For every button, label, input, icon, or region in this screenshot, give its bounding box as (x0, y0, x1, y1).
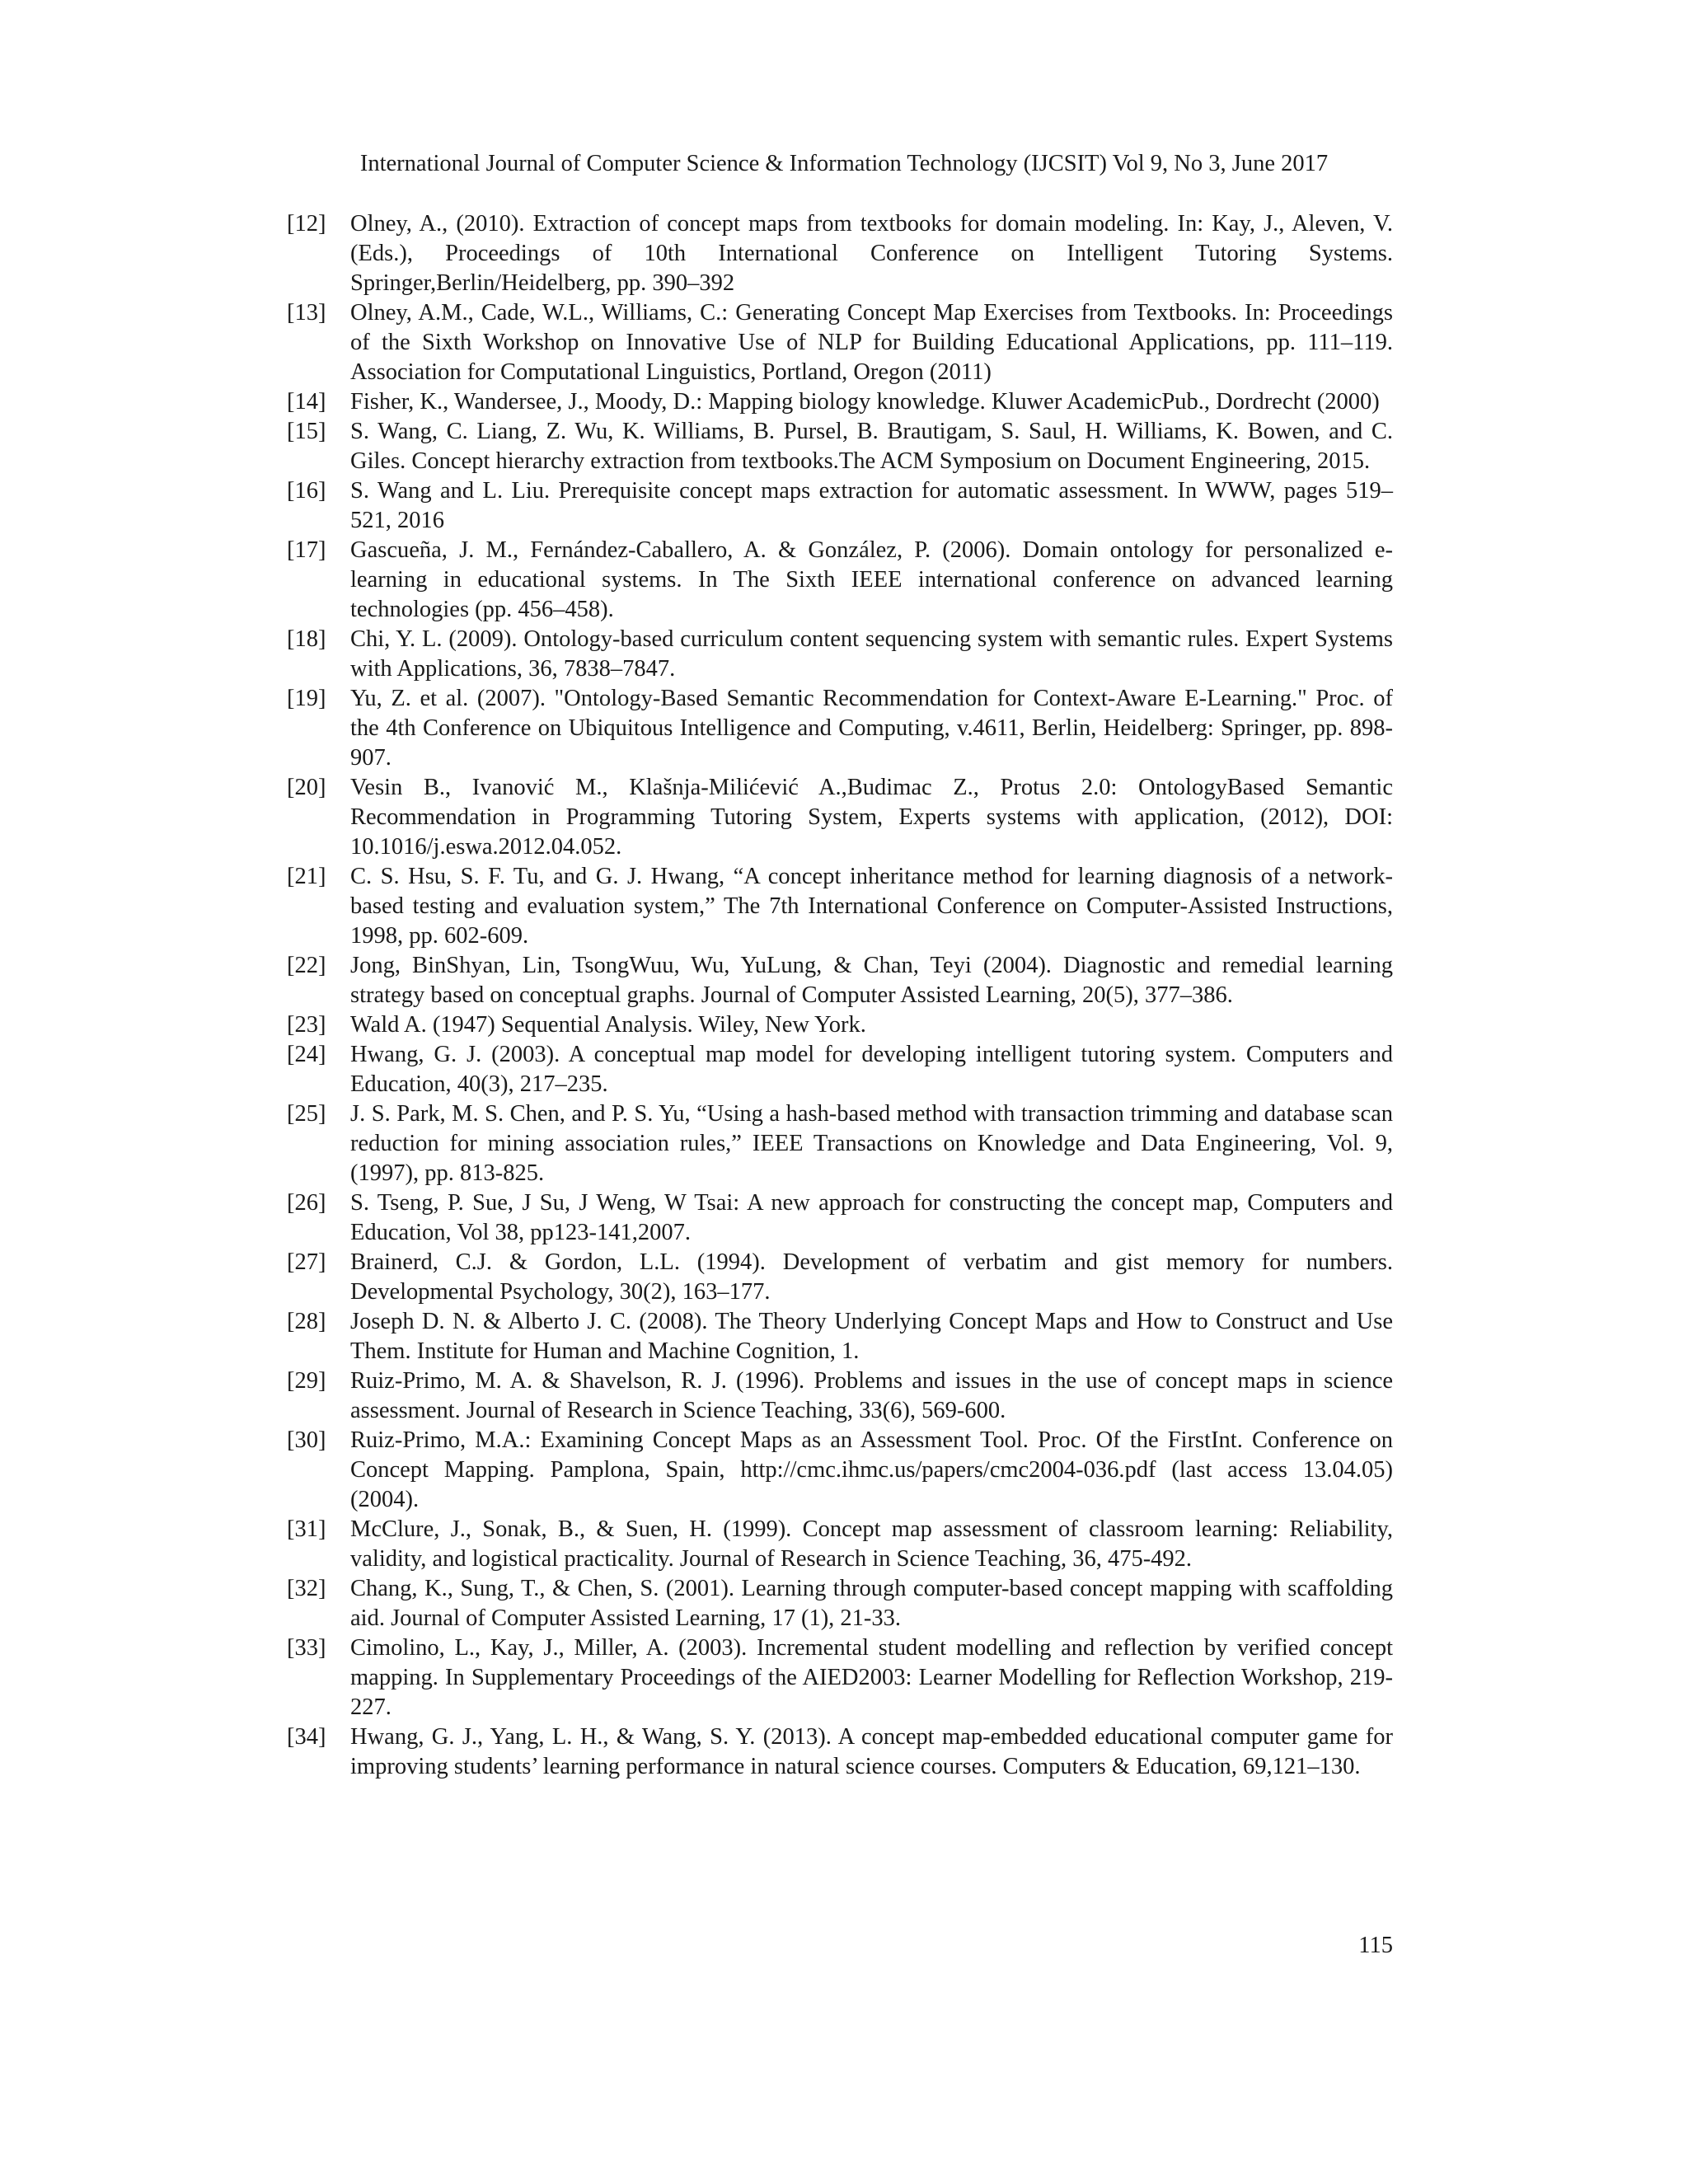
reference-number: [34] (287, 1724, 326, 1750)
reference-number: [12] (287, 211, 326, 237)
reference-item (287, 536, 1393, 625)
reference-text: Chi, Y. L. (2009). Ontology-based curriculum content sequencing system with semantic rules. Expert Systems with Applications, 36, 7838–7847. (350, 626, 1393, 682)
reference-item (287, 1010, 1393, 1040)
reference-item (287, 1307, 1393, 1366)
reference-item (287, 684, 1393, 773)
reference-item (287, 1574, 1393, 1633)
reference-number: [20] (287, 775, 326, 800)
reference-text: Olney, A., (2010). Extraction of concept maps from textbooks for domain modeling. In: Kay, J., Aleven, V. (Eds.), Proceedings of 10th International Conference on Intelligent Tutoring Systems. Springer,Berlin/Heidelberg, pp. 390–392 (350, 211, 1393, 296)
reference-text: Joseph D. N. & Alberto J. C. (2008). The Theory Underlying Concept Maps and How to Construct and Use Them. Institute for Human and Machine Cognition, 1. (350, 1309, 1393, 1364)
reference-item (287, 1188, 1393, 1248)
reference-text: S. Wang and L. Liu. Prerequisite concept maps extraction for automatic assessment. In WWW, pages 519–521, 2016 (350, 478, 1393, 533)
reference-item (287, 476, 1393, 536)
reference-item (287, 951, 1393, 1010)
reference-text: C. S. Hsu, S. F. Tu, and G. J. Hwang, “A concept inheritance method for learning diagnosis of a network-based testing and evaluation system,” The 7th International Conference on Computer-Assisted Instructions, 1998, pp. 602-609. (350, 864, 1393, 949)
reference-text: S. Wang, C. Liang, Z. Wu, K. Williams, B. Pursel, B. Brautigam, S. Saul, H. Williams, K. Bowen, and C. Giles. Concept hierarchy extraction from textbooks.The ACM Symposium on Document Engineering, 2015. (350, 419, 1393, 474)
reference-text: Hwang, G. J. (2003). A conceptual map model for developing intelligent tutoring system. Computers and Education, 40(3), 217–235. (350, 1042, 1393, 1097)
reference-text: Ruiz-Primo, M. A. & Shavelson, R. J. (1996). Problems and issues in the use of concept maps in science assessment. Journal of Research in Science Teaching, 33(6), 569-600. (350, 1368, 1393, 1423)
reference-number: [27] (287, 1249, 326, 1275)
page-number: 115 (1358, 1933, 1393, 1958)
reference-number: [17] (287, 537, 326, 563)
reference-text: Fisher, K., Wandersee, J., Moody, D.: Mapping biology knowledge. Kluwer AcademicPub., Dordrecht (2000) (350, 389, 1380, 415)
reference-text: McClure, J., Sonak, B., & Suen, H. (1999). Concept map assessment of classroom learning: Reliability, validity, and logistical practicality. Journal of Research in Science Teaching, 36, 475-492. (350, 1516, 1393, 1572)
reference-item (287, 625, 1393, 684)
reference-text: Cimolino, L., Kay, J., Miller, A. (2003). Incremental student modelling and reflection by verified concept mapping. In Supplementary Proceedings of the AIED2003: Learner Modelling for Reflection Workshop, 219-227. (350, 1635, 1393, 1720)
reference-text: Jong, BinShyan, Lin, TsongWuu, Wu, YuLung, & Chan, Teyi (2004). Diagnostic and remedial learning strategy based on conceptual graphs. Journal of Computer Assisted Learning, 20(5), 377–386. (350, 953, 1393, 1008)
reference-number: [16] (287, 478, 326, 504)
reference-text: Brainerd, C.J. & Gordon, L.L. (1994). Development of verbatim and gist memory for numbers. Developmental Psychology, 30(2), 163–177. (350, 1249, 1393, 1305)
reference-item (287, 209, 1393, 298)
reference-number: [14] (287, 389, 326, 415)
reference-number: [32] (287, 1576, 326, 1601)
reference-item (287, 862, 1393, 951)
reference-item (287, 387, 1393, 417)
reference-text: Yu, Z. et al. (2007). "Ontology-Based Semantic Recommendation for Context-Aware E-Learning." Proc. of the 4th Conference on Ubiquitous Intelligence and Computing, v.4611, Berlin, Heidelberg: Springer, pp. 898-907. (350, 686, 1393, 771)
reference-number: [33] (287, 1635, 326, 1661)
reference-text: Chang, K., Sung, T., & Chen, S. (2001). Learning through computer-based concept mapping with scaffolding aid. Journal of Computer Assisted Learning, 17 (1), 21-33. (350, 1576, 1393, 1631)
reference-number: [15] (287, 419, 326, 444)
reference-text: Wald A. (1947) Sequential Analysis. Wiley, New York. (350, 1012, 866, 1038)
reference-item (287, 1099, 1393, 1188)
reference-item (287, 1722, 1393, 1782)
reference-item (287, 773, 1393, 862)
running-header: International Journal of Computer Science & Information Technology (IJCSIT) Vol 9, No 3, June 2017 (359, 151, 1329, 176)
reference-text: Olney, A.M., Cade, W.L., Williams, C.: Generating Concept Map Exercises from Textbooks. In: Proceedings of the Sixth Workshop on Innovative Use of NLP for Building Educational Applications, pp. 111–119. Association for Computational Linguistics, Portland, Oregon (2011) (350, 300, 1393, 385)
reference-number: [18] (287, 626, 326, 652)
reference-number: [31] (287, 1516, 326, 1542)
reference-item (287, 1515, 1393, 1574)
reference-item (287, 298, 1393, 387)
reference-number: [29] (287, 1368, 326, 1394)
reference-text: S. Tseng, P. Sue, J Su, J Weng, W Tsai: A new approach for constructing the concept map, Computers and Education, Vol 38, pp123-141,2007. (350, 1190, 1393, 1245)
reference-item (287, 1426, 1393, 1515)
reference-number: [30] (287, 1427, 326, 1453)
reference-list (287, 209, 1393, 1782)
reference-text: Ruiz-Primo, M.A.: Examining Concept Maps as an Assessment Tool. Proc. Of the FirstInt. Conference on Concept Mapping. Pamplona, Spain, http://cmc.ihmc.us/papers/cmc2004-036.pdf (last access 13.04.05) (2004). (350, 1427, 1393, 1512)
reference-number: [24] (287, 1042, 326, 1067)
reference-text: Vesin B., Ivanović M., Klašnja-Milićević A.,Budimac Z., Protus 2.0: OntologyBased Semantic Recommendation in Programming Tutoring System, Experts systems with application, (2012), DOI: 10.1016/j.eswa.2012.04.052. (350, 775, 1393, 860)
reference-item (287, 1248, 1393, 1307)
reference-text: Gascueña, J. M., Fernández-Caballero, A. & González, P. (2006). Domain ontology for personalized e-learning in educational systems. In The Sixth IEEE international conference on advanced learning technologies (pp. 456–458). (350, 537, 1393, 622)
reference-number: [21] (287, 864, 326, 889)
reference-number: [25] (287, 1101, 326, 1127)
reference-number: [28] (287, 1309, 326, 1334)
reference-item (287, 1040, 1393, 1099)
reference-number: [22] (287, 953, 326, 978)
reference-item (287, 1366, 1393, 1426)
reference-text: Hwang, G. J., Yang, L. H., & Wang, S. Y. (2013). A concept map-embedded educational computer game for improving students’ learning performance in natural science courses. Computers & Education, 69,121–130. (350, 1724, 1393, 1779)
reference-item (287, 1633, 1393, 1722)
reference-number: [23] (287, 1012, 326, 1038)
reference-number: [19] (287, 686, 326, 711)
reference-number: [26] (287, 1190, 326, 1216)
reference-text: J. S. Park, M. S. Chen, and P. S. Yu, “Using a hash-based method with transaction trimming and database scan reduction for mining association rules,” IEEE Transactions on Knowledge and Data Engineering, Vol. 9, (1997), pp. 813-825. (350, 1101, 1393, 1186)
reference-number: [13] (287, 300, 326, 326)
reference-item (287, 417, 1393, 476)
